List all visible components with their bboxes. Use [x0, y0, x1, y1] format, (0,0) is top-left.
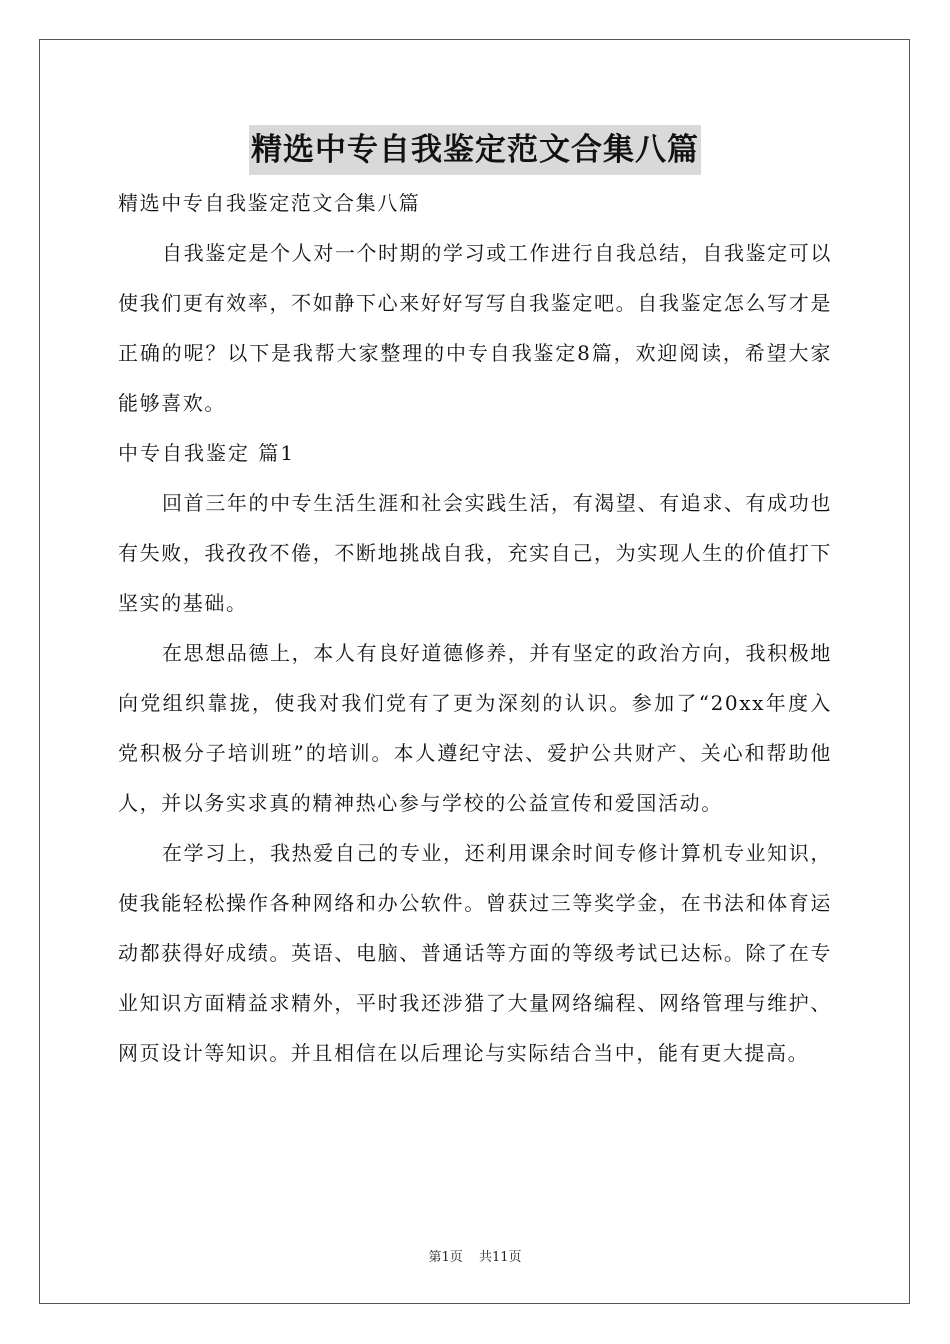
page-number: 第1页	[428, 1250, 463, 1265]
document-title-text: 精选中专自我鉴定范文合集八篇	[249, 125, 701, 175]
body-paragraph-3: 在学习上，我热爱自己的专业，还利用课余时间专修计算机专业知识，使我能轻松操作各种网络和办公软件。曾获过三等奖学金，在书法和体育运动都获得好成绩。英语、电脑、普通话等方面的等级考试已达标。除了在专业知识方面精益求精外，平时我还涉猎了大量网络编程、网络管理与维护、网页设计等知识。并且相信在以后理论与实际结合当中，能有更大提高。	[118, 841, 832, 1065]
section-heading: 中专自我鉴定 篇1	[118, 441, 296, 465]
page-total: 共11页	[478, 1250, 522, 1265]
page-footer	[0, 1246, 950, 1265]
document-subtitle: 精选中专自我鉴定范文合集八篇	[118, 191, 421, 215]
intro-paragraph: 自我鉴定是个人对一个时期的学习或工作进行自我总结，自我鉴定可以使我们更有效率，不如静下心来好好写写自我鉴定吧。自我鉴定怎么写才是正确的呢？以下是我帮大家整理的中专自我鉴定8篇，欢迎阅读，希望大家能够喜欢。	[118, 241, 832, 415]
body-paragraph-1: 回首三年的中专生活生涯和社会实践生活，有渴望、有追求、有成功也有失败，我孜孜不倦，不断地挑战自我，充实自己，为实现人生的价值打下坚实的基础。	[118, 491, 832, 615]
document-title	[0, 125, 950, 175]
document-body	[118, 178, 832, 1078]
body-paragraph-2: 在思想品德上，本人有良好道德修养，并有坚定的政治方向，我积极地向党组织靠拢，使我对我们党有了更为深刻的认识。参加了“20xx年度入党积极分子培训班”的培训。本人遵纪守法、爱护公共财产、关心和帮助他人，并以务实求真的精神热心参与学校的公益宣传和爱国活动。	[118, 641, 832, 815]
